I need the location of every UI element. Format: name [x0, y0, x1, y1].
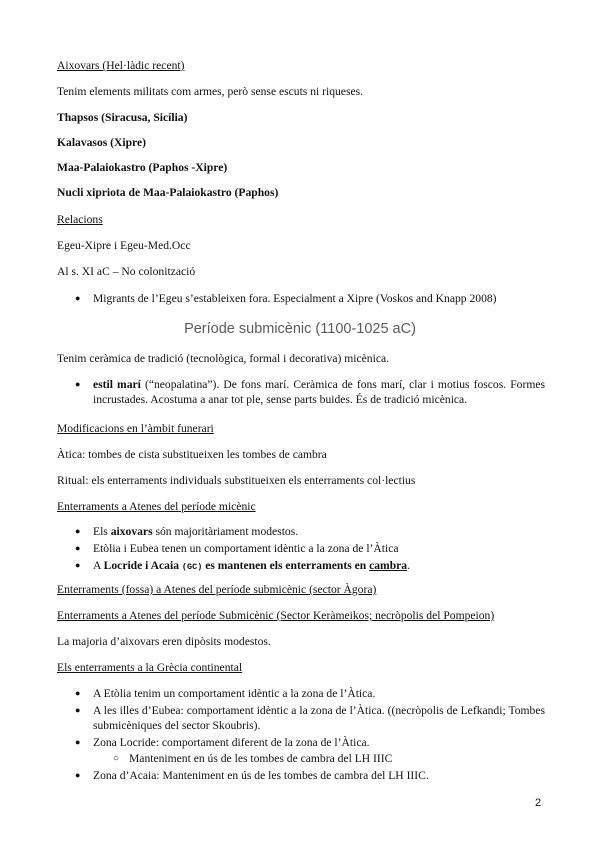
- text-fragment: són majoritàriament modestos.: [152, 525, 299, 538]
- period-heading: Període submicènic (1100-1025 aC): [184, 321, 416, 337]
- text-fragment: A: [93, 559, 104, 572]
- aixovars-text: Tenim elements militats com armes, però sense escuts ni riqueses.: [57, 85, 364, 98]
- text-fragment: Els: [93, 525, 111, 538]
- bullet-icon: ●: [75, 526, 81, 536]
- relacions-bullet-1: Migrants de l’Egeu s’estableixen fora. Especialment a Xipre (Voskos and Knapp 2008): [93, 292, 497, 305]
- enterraments-submicenic-title: Enterraments a Atenes del període Submicènic (Sector Keràmeikos; necròpolis del Pompeion): [57, 609, 495, 622]
- grecia-bullet-4: Zona d’Acaia: Manteniment en ús de les tombes de cambra del LH IIIC.: [93, 769, 429, 782]
- text-fragment: .: [407, 559, 411, 572]
- bullet-icon: ●: [75, 293, 81, 303]
- period-intro: Tenim ceràmica de tradició (tecnològica, formal i decorativa) micènica.: [57, 352, 390, 365]
- sub-bullet-icon: ○: [113, 753, 120, 764]
- gc-tag: (GC): [181, 562, 203, 572]
- grecia-bullet-2: A les illes d’Eubea: comportament idèntic a la zona de l’Àtica. ((necròpolis de Lefkandi; Tombes submicèniques del sector Skoubris).: [93, 704, 545, 732]
- bullet-icon: ●: [75, 560, 81, 570]
- grecia-continental-title: Els enterraments a la Grècia continental: [57, 661, 243, 674]
- modificacions-title: Modificacions en l’àmbit funerari: [57, 422, 214, 435]
- modificacions-line-1: Àtica: tombes de cista substitueixen les tombes de cambra: [57, 448, 327, 461]
- grecia-bullet-3: Zona Locride: comportament diferent de la zona de l’Àtica.: [93, 736, 370, 749]
- enterraments-micenic-title: Enterraments a Atenes del període micènic: [57, 500, 256, 513]
- enterraments-fossa-title: Enterraments (fossa) a Atenes del període submicènic (sector Àgora): [57, 583, 377, 596]
- relacions-line-1: Egeu-Xipre i Egeu-Med.Occ: [57, 239, 191, 252]
- locride-acaia-term: Locride i Acaia: [103, 559, 179, 572]
- bullet-icon: ●: [75, 379, 81, 389]
- aixovars-term: aixovars: [110, 525, 153, 538]
- micenic-bullet-1: [93, 524, 545, 539]
- text-fragment: es mantenen els enterraments en: [202, 559, 370, 572]
- micenic-bullet-2: Etòlia i Eubea tenen un comportament idèntic a la zona de l’Àtica: [93, 542, 399, 555]
- page-number: 2: [535, 797, 542, 809]
- estil-mari-description: (“neopalatina”). De fons marí. Ceràmica de fons marí, clar i motius foscos. Formes incrustades. Acostuma a anar tot ple, sense parts buides. És de tradició micènica.: [93, 378, 545, 406]
- site-nucli-xipriota: Nucli xipriota de Maa-Palaiokastro (Paphos): [57, 186, 279, 199]
- modificacions-line-2: Ritual: els enterraments individuals substitueixen els enterraments col·lectius: [57, 474, 416, 487]
- relacions-title: Relacions: [57, 213, 103, 226]
- site-thapsos: Thapsos (Siracusa, Sicília): [57, 111, 188, 124]
- enterraments-submicenic-text: La majoria d’aixovars eren dipòsits modestos.: [57, 635, 271, 648]
- site-kalavasos: Kalavasos (Xipre): [57, 136, 146, 149]
- estil-mari-bullet: [93, 377, 545, 407]
- grecia-bullet-1: A Etòlia tenim un comportament idèntic a la zona de l’Àtica.: [93, 687, 376, 700]
- bullet-icon: ●: [75, 737, 81, 747]
- bullet-icon: ●: [75, 770, 81, 780]
- cambra-term: cambra: [369, 559, 408, 572]
- aixovars-title: Aixovars (Hel·làdic recent): [57, 59, 185, 72]
- micenic-bullet-3: [93, 558, 545, 575]
- bullet-icon: ●: [75, 705, 81, 715]
- estil-mari-term: estil marí: [93, 378, 141, 391]
- site-maa-palaiokastro: Maa-Palaiokastro (Paphos -Xipre): [57, 161, 228, 174]
- bullet-icon: ●: [75, 688, 81, 698]
- bullet-icon: ●: [75, 543, 81, 553]
- grecia-bullet-3-sub: Manteniment en ús de les tombes de cambra del LH IIIC: [129, 752, 393, 765]
- relacions-line-2: Al s. XI aC – No colonització: [57, 265, 196, 278]
